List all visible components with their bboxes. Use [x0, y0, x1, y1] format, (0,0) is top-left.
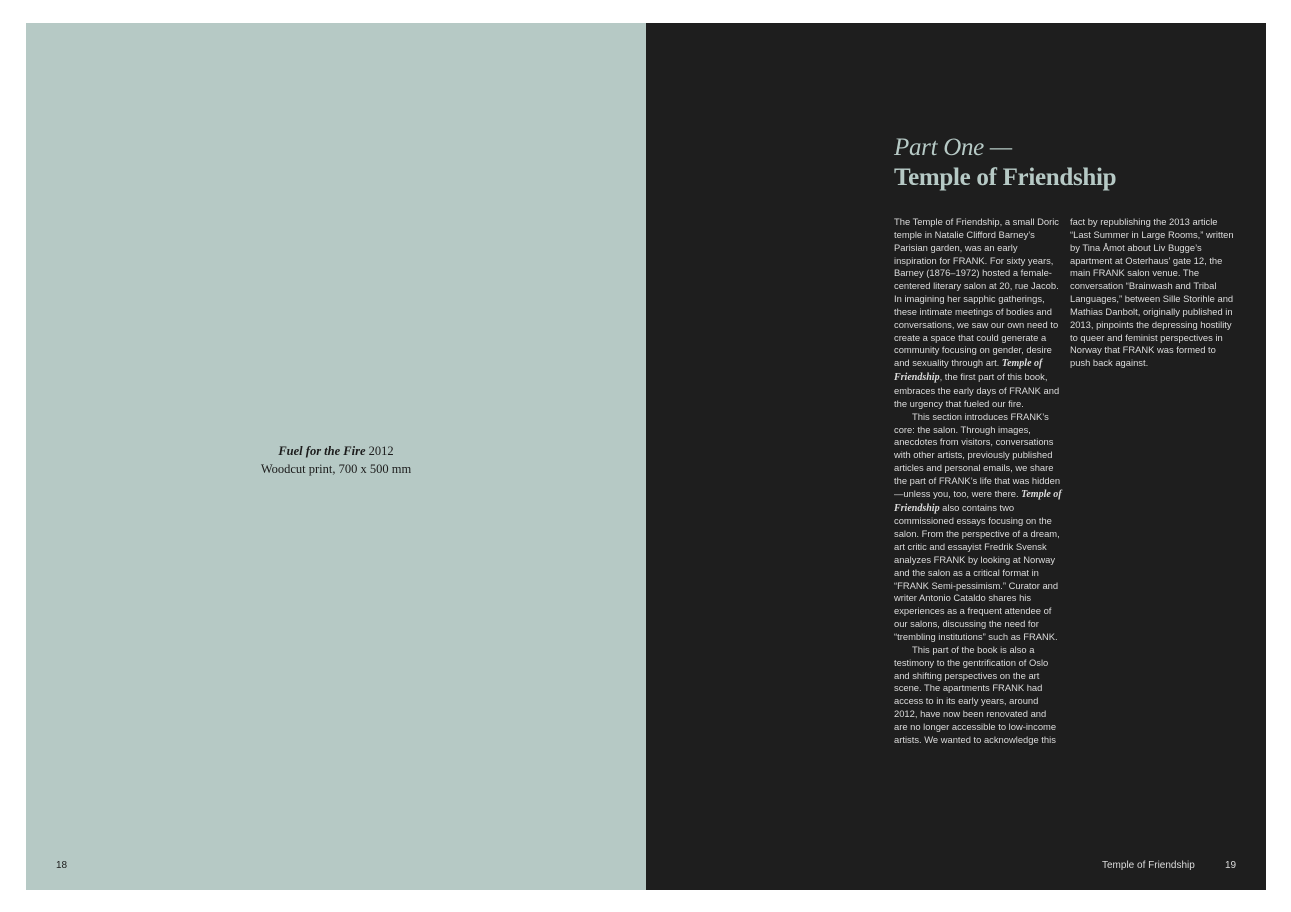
- heading-part: Part One —: [894, 134, 1012, 161]
- text-column-2: [1070, 216, 1238, 370]
- paragraph-continued: fact by republishing the 2013 article “Last Summer in Large Rooms,” written by Tina Åmot about Liv Bugge’s apartment at Osterhaus’ gate 12, the main FRANK salon venue. The conversation “Brainwash and Tribal Languages,” between Sille Storihle and Mathias Danbolt, originally published in 2013, pinpoints the depressing hostility to queer and feminist perspectives in Norway that FRANK was formed to push back against.: [1070, 216, 1234, 369]
- artwork-caption: [26, 442, 646, 478]
- paragraph-2-text-a: This section introduces FRANK’s core: the salon. Through images, anecdotes from visitors, conversations with other artists, previously published articles and personal emails, we share the part of FRANK’s life that was hidden—unless you, too, were there.: [894, 410, 1061, 499]
- heading-title: Temple of Friendship: [894, 164, 1117, 191]
- paragraph-3: This part of the book is also a testimony to the gentrification of Oslo and shifting perspectives on the art scene. The apartments FRANK had access to in its early years, around 2012, have now been renovated and are no longer accessible to low-income artists. We wanted to acknowledge this: [894, 643, 1057, 745]
- caption-title: Fuel for the Fire: [278, 444, 366, 458]
- paragraph-2-emphasis: Temple of Friendship: [894, 488, 1062, 514]
- caption-title-line: [26, 442, 646, 460]
- section-heading: [894, 133, 1234, 193]
- page-number-left: 18: [56, 860, 68, 871]
- book-spread: [26, 23, 1266, 890]
- caption-detail: Woodcut print, 700 x 500 mm: [260, 462, 412, 476]
- paragraph-1-emphasis: Temple of Friendship: [894, 358, 1043, 384]
- paragraph-1-text-a: The Temple of Friendship, a small Doric temple in Natalie Clifford Barney’s Parisian garden, was an early inspiration for FRANK. For sixty years, Barney (1876–1972) hosted a female-centered literary salon at 20, rue Jacob. In imagining her sapphic gatherings, these intimate meetings of bodies and conversations, we saw our own need to create a space that could generate a community focusing on gender, desire and sexuality through art.: [894, 216, 1059, 369]
- caption-year: 2012: [365, 444, 394, 458]
- paragraph-1-text-b: , the first part of this book, embraces the early days of FRANK and the urgency that fueled our fire.: [894, 371, 1060, 409]
- page-number-right: 19: [1225, 860, 1237, 871]
- running-footer: Temple of Friendship: [1102, 860, 1195, 871]
- text-column-1: [894, 216, 1062, 747]
- paragraph-2: [894, 411, 1062, 644]
- left-page: [26, 23, 646, 890]
- paragraph-2-text-b: also contains two commissioned essays focusing on the salon. From the perspective of a dream, art critic and essayist Fredrik Svensk analyzes FRANK by looking at Norway and the salon as a critical format in “FRANK Semi-pessimism.” Curator and writer Antonio Cataldo shares his experiences as a frequent attendee of our salons, discussing the need for “trembling institutions” such as FRANK.: [894, 501, 1060, 642]
- paragraph-1: [894, 216, 1062, 411]
- right-page: [646, 23, 1266, 890]
